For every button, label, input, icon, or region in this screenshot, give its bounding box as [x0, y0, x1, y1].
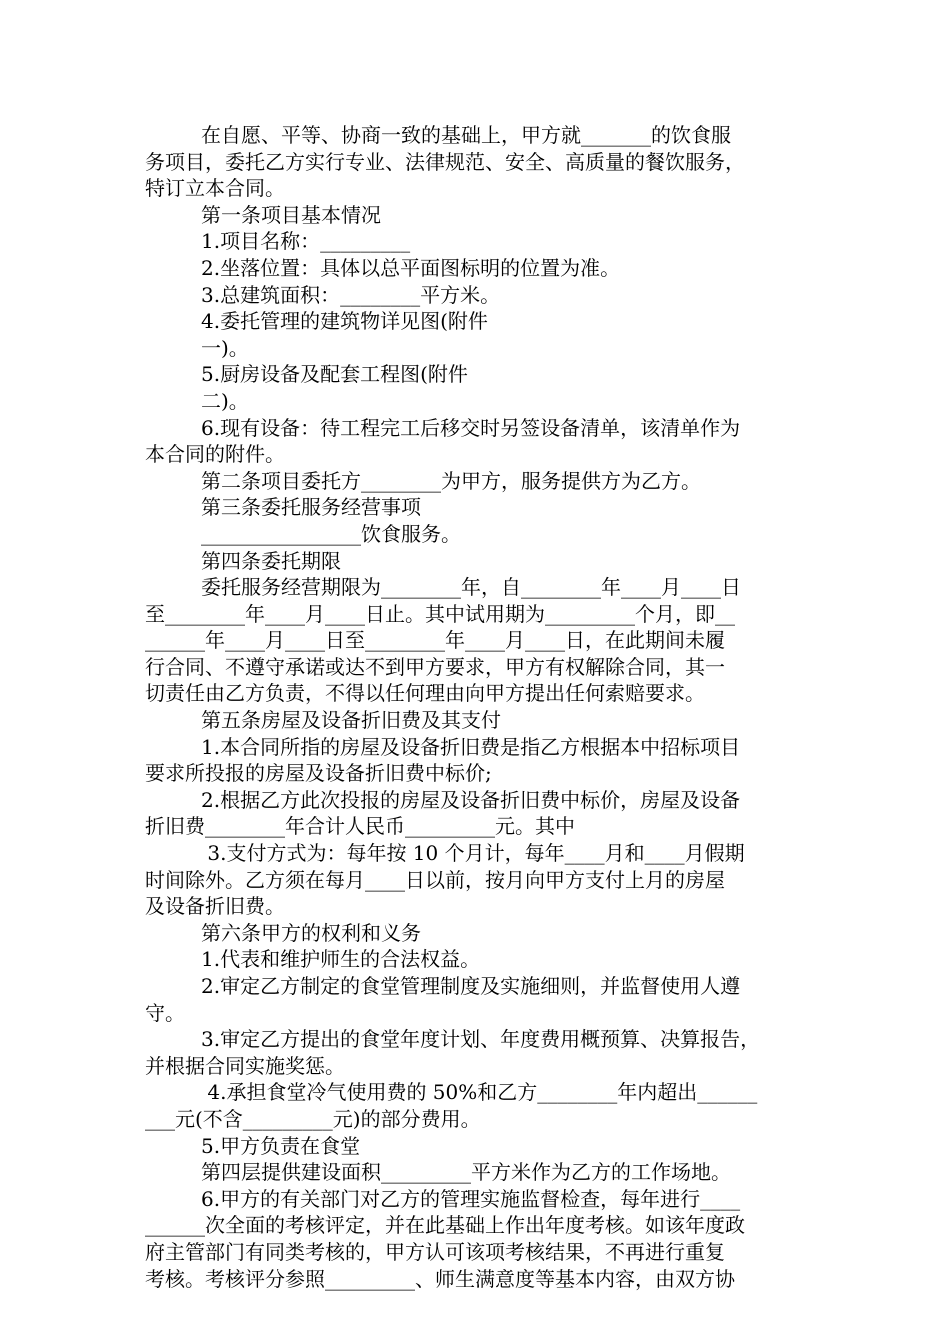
text-line: 4.委托管理的建筑物详见图(附件 [201, 309, 488, 334]
text-line: 第二条项目委托方________为甲方，服务提供方为乙方。 [201, 468, 701, 493]
text-line: 特订立本合同。 [145, 176, 285, 201]
text-line: 1.项目名称：_________ [201, 229, 411, 254]
text-line: 2.坐落位置：具体以总平面图标明的位置为准。 [201, 255, 621, 280]
text-line: 守。 [145, 1000, 185, 1025]
text-line: ________________饮食服务。 [201, 521, 461, 546]
text-line: 务项目，委托乙方实行专业、法律规范、安全、高质量的餐饮服务， [145, 149, 745, 174]
text-line: 第三条委托服务经营事项 [201, 495, 421, 520]
text-line: 2.审定乙方制定的食堂管理制度及实施细则，并监督使用人遵 [201, 974, 741, 998]
text-line: 考核。考核评分参照_________、师生满意度等基本内容，由双方协 [145, 1266, 735, 1291]
text-line: 4.承担食堂冷气使用费的 50%和乙方________年内超出______ [201, 1080, 758, 1105]
text-line: 二)。 [201, 388, 249, 413]
text-line: ___元(不含_________元)的部分费用。 [145, 1106, 481, 1131]
text-line: ______年____月____日至________年____月____日，在此期间未履 [145, 628, 725, 653]
text-line: 第五条房屋及设备折旧费及其支付 [201, 708, 501, 733]
text-line: 在自愿、平等、协商一致的基础上，甲方就_______的饮食服 [201, 123, 731, 147]
text-line: 至________年____月____日止。其中试用期为_________个月，即__ [145, 601, 735, 626]
text-line: 3.总建筑面积：________平方米。 [201, 282, 501, 307]
text-line: 时间除外。乙方须在每月____日以前，按月向甲方支付上月的房屋 [145, 867, 725, 892]
text-line: 3.审定乙方提出的食堂年度计划、年度费用概预算、决算报告， [201, 1027, 761, 1052]
document-page [145, 122, 815, 1292]
text-line: 第四条委托期限 [201, 548, 341, 573]
text-line: 6.现有设备：待工程完工后移交时另签设备清单，该清单作为 [201, 415, 741, 440]
text-line: 要求所投报的房屋及设备折旧费中标价; [145, 761, 492, 786]
text-line: 1.代表和维护师生的合法权益。 [201, 947, 481, 972]
text-line: 切责任由乙方负责，不得以任何理由向甲方提出任何索赔要求。 [145, 681, 705, 706]
text-line: 3.支付方式为：每年按 10 个月计，每年____月和____月假期 [201, 841, 745, 866]
text-line: 1.本合同所指的房屋及设备折旧费是指乙方根据本中招标项目 [201, 734, 741, 759]
text-line: 及设备折旧费。 [145, 894, 285, 919]
text-line: 第一条项目基本情况 [201, 202, 381, 227]
text-line: 5.甲方负责在食堂 [201, 1133, 361, 1158]
text-line: 本合同的附件。 [145, 442, 285, 467]
text-line: 第四层提供建设面积_________平方米作为乙方的工作场地。 [201, 1160, 731, 1185]
text-line: 5.厨房设备及配套工程图(附件 [201, 362, 468, 387]
text-line: ______次全面的考核评定，并在此基础上作出年度考核。如该年度政 [145, 1213, 745, 1238]
text-line: 行合同、不遵守承诺或达不到甲方要求，甲方有权解除合同，其一 [145, 654, 725, 679]
text-line: 6.甲方的有关部门对乙方的管理实施监督检查，每年进行____ [201, 1186, 741, 1211]
text-line: 委托服务经营期限为________年，自________年____月____日 [201, 575, 741, 600]
text-line: 一)。 [201, 335, 249, 360]
text-line: 府主管部门有同类考核的，甲方认可该项考核结果，不再进行重复 [145, 1239, 725, 1264]
text-line: 第六条甲方的权利和义务 [201, 920, 421, 945]
text-line: 并根据合同实施奖惩。 [145, 1053, 345, 1078]
text-line: 折旧费________年合计人民币_________元。其中 [145, 814, 575, 839]
text-line: 2.根据乙方此次投报的房屋及设备折旧费中标价，房屋及设备 [201, 787, 741, 812]
